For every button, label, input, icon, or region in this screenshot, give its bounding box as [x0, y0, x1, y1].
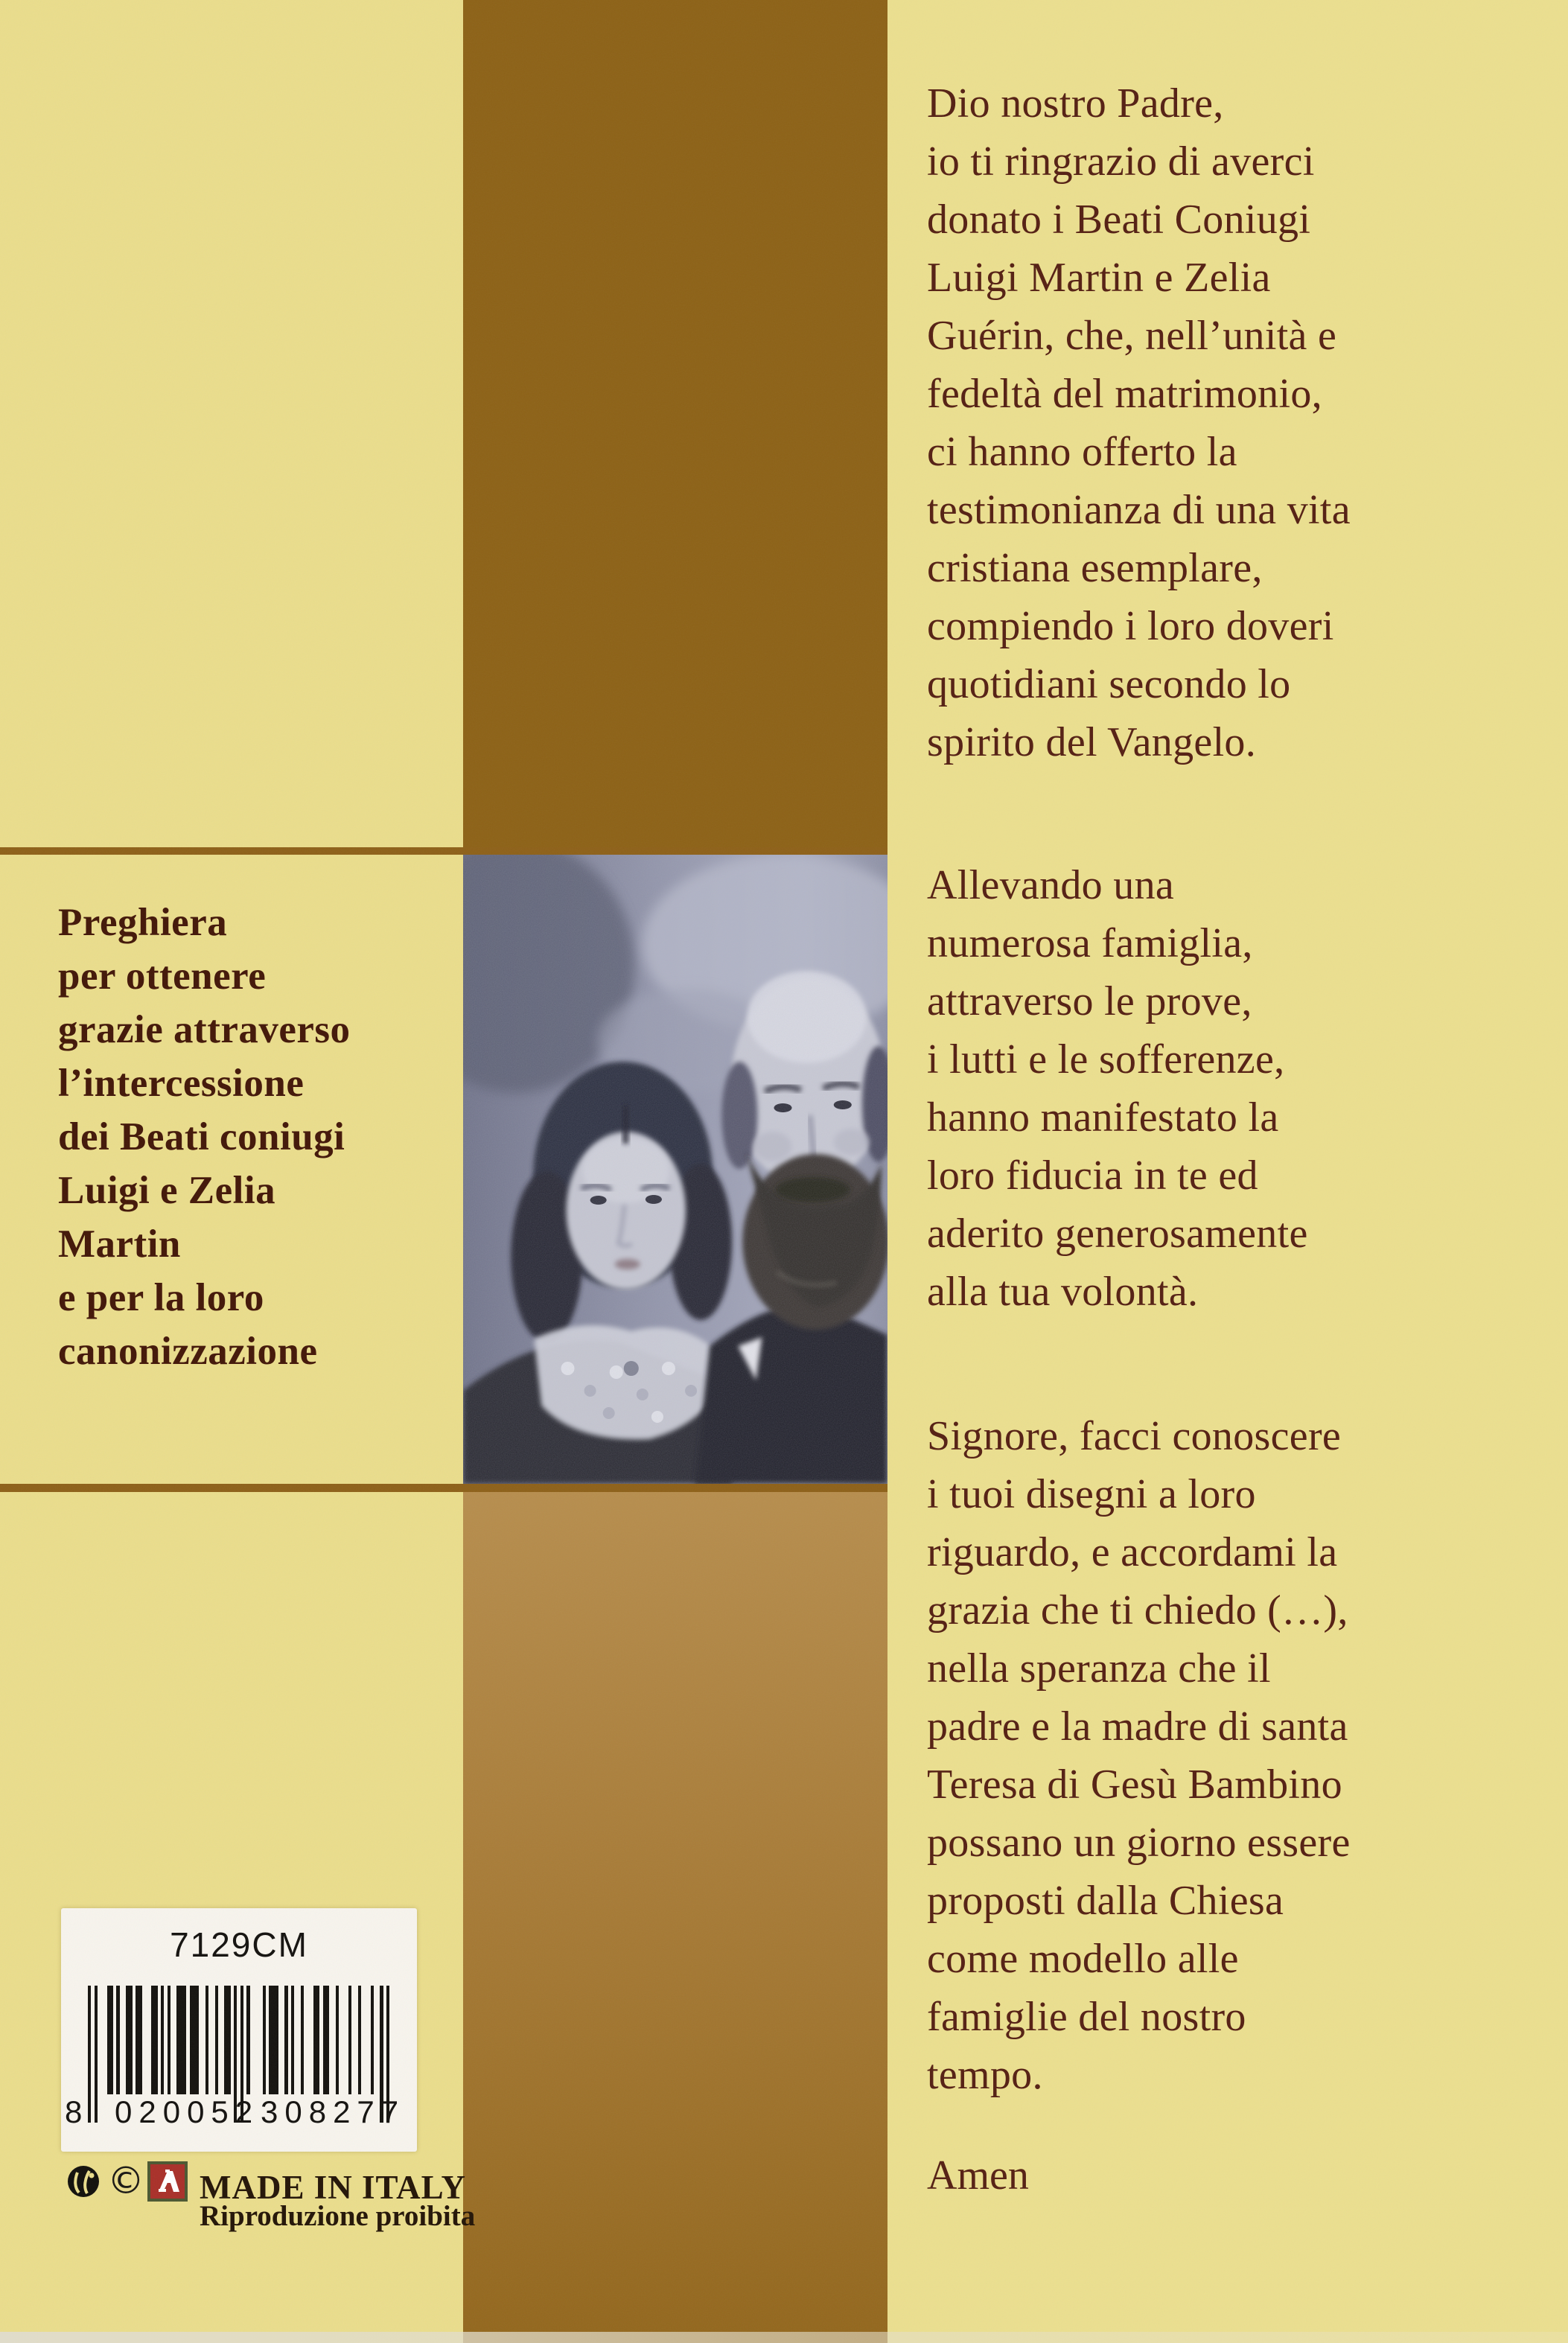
prayer-title-line: per ottenere: [58, 954, 267, 998]
prayer-line: come modello alle: [927, 1936, 1239, 1982]
reproduction-notice: Riproduzione proibita: [200, 2200, 476, 2232]
prayer-line: loro fiducia in te ed: [927, 1153, 1258, 1199]
prayer-line: Luigi Martin e Zelia: [927, 255, 1271, 301]
prayer-line: Signore, facci conoscere: [927, 1413, 1342, 1459]
scan-edge-strip: [0, 2332, 1568, 2343]
center-band-lower: [463, 1488, 887, 2343]
prayer-line: i lutti e le sofferenze,: [927, 1036, 1285, 1083]
prayer-line: tempo.: [927, 2052, 1043, 2098]
prayer-line: hanno manifestato la: [927, 1094, 1279, 1141]
prayer-line: i tuoi disegni a loro: [927, 1471, 1256, 1517]
prayer-line: famiglie del nostro: [927, 1994, 1246, 2040]
product-code: 7129CM: [170, 1925, 308, 1964]
prayer-line: Guérin, che, nell’unità e: [927, 313, 1337, 359]
divider-rule-bottom: [0, 1484, 887, 1492]
prayer-paragraph: [927, 856, 1523, 1321]
barcode-digit-lead: 8: [65, 2094, 83, 2129]
prayer-line: Teresa di Gesù Bambino: [927, 1762, 1342, 1808]
couple-photo: [463, 855, 887, 1484]
prayer-line: numerosa famiglia,: [927, 920, 1253, 966]
prayer-line: attraverso le prove,: [927, 978, 1252, 1024]
prayer-title-line: e per la loro: [58, 1276, 264, 1319]
prayer-line: fedeltà del matrimonio,: [927, 371, 1322, 417]
publisher-monogram-icon: [67, 2165, 100, 2198]
prayer-line: padre e la madre di santa: [927, 1703, 1348, 1750]
prayer-line: nella speranza che il: [927, 1645, 1271, 1692]
barcode-label: [61, 1908, 417, 2152]
prayer-line: possano un giorno essere: [927, 1820, 1351, 1866]
prayer-title-line: Preghiera: [58, 901, 228, 944]
prayer-line: proposti dalla Chiesa: [927, 1878, 1284, 1924]
prayer-paragraph: [927, 74, 1523, 771]
prayer-title-line: Martin: [58, 1222, 181, 1266]
prayer-title-line: l’intercessione: [58, 1062, 305, 1105]
divider-rule-top: [0, 847, 887, 855]
prayer-line: aderito generosamente: [927, 1211, 1308, 1257]
copyright-icon: ©: [107, 2159, 144, 2202]
prayer-line: quotidiani secondo lo: [927, 661, 1291, 707]
amen-text: Amen: [927, 2152, 1029, 2199]
prayer-title-line: grazie attraverso: [58, 1008, 351, 1051]
prayer-line: compiendo i loro doveri: [927, 603, 1334, 649]
prayer-line: cristiana esemplare,: [927, 545, 1263, 591]
prayer-line: ci hanno offerto la: [927, 429, 1237, 475]
prayer-title: [58, 896, 453, 1378]
made-in-italy-label: MADE IN ITALY: [200, 2169, 467, 2206]
prayer-line: grazia che ti chiedo (…),: [927, 1587, 1348, 1633]
prayer-line: testimonianza di una vita: [927, 487, 1351, 533]
prayer-title-line: Luigi e Zelia: [58, 1169, 276, 1212]
barcode-digits-group1: 020052: [115, 2094, 260, 2129]
prayer-line: io ti ringrazio di averci: [927, 138, 1315, 185]
prayer-line: spirito del Vangelo.: [927, 719, 1257, 765]
prayer-paragraph: [927, 1407, 1523, 2104]
publisher-logo-icon: [147, 2161, 188, 2202]
prayer-line: Dio nostro Padre,: [927, 80, 1224, 127]
prayer-title-line: canonizzazione: [58, 1330, 318, 1373]
prayer-line: Allevando una: [927, 862, 1175, 908]
prayer-title-line: dei Beati coniugi: [58, 1115, 345, 1158]
prayer-line: riguardo, e accordami la: [927, 1529, 1338, 1575]
barcode-digits-group2: 308277: [261, 2094, 406, 2129]
prayer-line: alla tua volontà.: [927, 1269, 1199, 1315]
prayer-line: donato i Beati Coniugi: [927, 197, 1311, 243]
